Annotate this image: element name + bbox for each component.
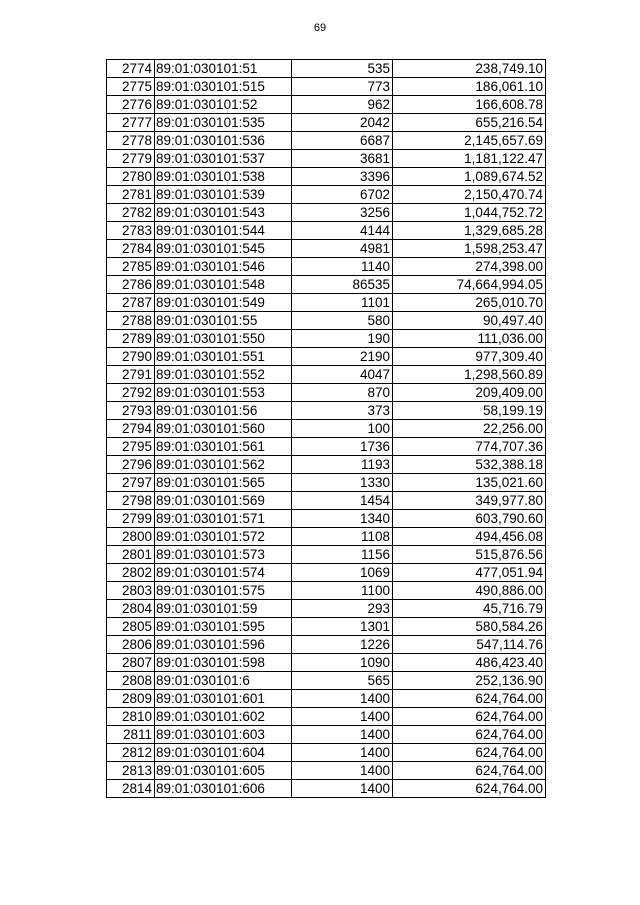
cadastral-number-cell: 89:01:030101:596 [155,636,292,654]
cadastral-number-cell: 89:01:030101:51 [155,60,292,78]
table-row [107,456,546,474]
row-number-cell: 2787 [107,294,155,312]
row-number-cell: 2797 [107,474,155,492]
value-cell: 774,707.36 [393,438,546,456]
cadastral-number-cell: 89:01:030101:572 [155,528,292,546]
value-cell: 265,010.70 [393,294,546,312]
value-cell: 252,136.90 [393,672,546,690]
table-row [107,708,546,726]
table-row [107,528,546,546]
value-cell: 2,145,657.69 [393,132,546,150]
cadastral-number-cell: 89:01:030101:59 [155,600,292,618]
table-row [107,546,546,564]
cadastral-number-cell: 89:01:030101:560 [155,420,292,438]
table-row [107,348,546,366]
value-cell: 624,764.00 [393,690,546,708]
value-cell: 45,716.79 [393,600,546,618]
row-number-cell: 2788 [107,312,155,330]
value-cell: 1,044,752.72 [393,204,546,222]
value-cell: 486,423.40 [393,654,546,672]
value-cell: 547,114.76 [393,636,546,654]
row-number-cell: 2779 [107,150,155,168]
table-row [107,258,546,276]
cadastral-number-cell: 89:01:030101:52 [155,96,292,114]
cadastral-number-cell: 89:01:030101:561 [155,438,292,456]
value-cell: 515,876.56 [393,546,546,564]
cadastral-number-cell: 89:01:030101:539 [155,186,292,204]
area-cell: 1100 [292,582,393,600]
area-cell: 535 [292,60,393,78]
value-cell: 624,764.00 [393,726,546,744]
value-cell: 977,309.40 [393,348,546,366]
table-row [107,384,546,402]
cadastral-number-cell: 89:01:030101:56 [155,402,292,420]
cadastral-number-cell: 89:01:030101:604 [155,744,292,762]
area-cell: 565 [292,672,393,690]
cadastral-number-cell: 89:01:030101:598 [155,654,292,672]
row-number-cell: 2784 [107,240,155,258]
cadastral-number-cell: 89:01:030101:550 [155,330,292,348]
value-cell: 624,764.00 [393,708,546,726]
value-cell: 494,456.08 [393,528,546,546]
area-cell: 2042 [292,114,393,132]
value-cell: 90,497.40 [393,312,546,330]
table-row [107,312,546,330]
row-number-cell: 2809 [107,690,155,708]
area-cell: 1340 [292,510,393,528]
area-cell: 1069 [292,564,393,582]
row-number-cell: 2804 [107,600,155,618]
cadastral-number-cell: 89:01:030101:543 [155,204,292,222]
area-cell: 100 [292,420,393,438]
row-number-cell: 2778 [107,132,155,150]
cadastral-number-cell: 89:01:030101:605 [155,762,292,780]
row-number-cell: 2808 [107,672,155,690]
value-cell: 655,216.54 [393,114,546,132]
value-cell: 1,329,685.28 [393,222,546,240]
area-cell: 4047 [292,366,393,384]
area-cell: 373 [292,402,393,420]
row-number-cell: 2789 [107,330,155,348]
cadastral-number-cell: 89:01:030101:606 [155,780,292,798]
cadastral-number-cell: 89:01:030101:545 [155,240,292,258]
table-row [107,186,546,204]
table-row [107,618,546,636]
value-cell: 624,764.00 [393,762,546,780]
table-row [107,204,546,222]
cadastral-number-cell: 89:01:030101:548 [155,276,292,294]
cadastral-number-cell: 89:01:030101:6 [155,672,292,690]
table-row [107,60,546,78]
table-row [107,150,546,168]
table-row [107,402,546,420]
cadastral-number-cell: 89:01:030101:603 [155,726,292,744]
value-cell: 532,388.18 [393,456,546,474]
area-cell: 6687 [292,132,393,150]
area-cell: 86535 [292,276,393,294]
cadastral-number-cell: 89:01:030101:601 [155,690,292,708]
area-cell: 870 [292,384,393,402]
table-body [107,60,546,798]
area-cell: 1400 [292,762,393,780]
row-number-cell: 2814 [107,780,155,798]
value-cell: 58,199.19 [393,402,546,420]
row-number-cell: 2775 [107,78,155,96]
value-cell: 166,608.78 [393,96,546,114]
area-cell: 1400 [292,744,393,762]
area-cell: 4981 [292,240,393,258]
value-cell: 624,764.00 [393,744,546,762]
table-row [107,690,546,708]
value-cell: 274,398.00 [393,258,546,276]
row-number-cell: 2794 [107,420,155,438]
cadastral-number-cell: 89:01:030101:553 [155,384,292,402]
table-row [107,636,546,654]
area-cell: 4144 [292,222,393,240]
value-cell: 2,150,470.74 [393,186,546,204]
area-cell: 1400 [292,726,393,744]
value-cell: 603,790.60 [393,510,546,528]
cadastral-number-cell: 89:01:030101:546 [155,258,292,276]
value-cell: 111,036.00 [393,330,546,348]
value-cell: 1,298,560.89 [393,366,546,384]
table-row [107,366,546,384]
row-number-cell: 2807 [107,654,155,672]
area-cell: 293 [292,600,393,618]
area-cell: 1400 [292,690,393,708]
cadastral-number-cell: 89:01:030101:569 [155,492,292,510]
cadastral-number-cell: 89:01:030101:551 [155,348,292,366]
value-cell: 186,061.10 [393,78,546,96]
row-number-cell: 2805 [107,618,155,636]
row-number-cell: 2791 [107,366,155,384]
data-table [106,59,546,798]
table-row [107,78,546,96]
row-number-cell: 2774 [107,60,155,78]
table-row [107,96,546,114]
row-number-cell: 2810 [107,708,155,726]
area-cell: 1101 [292,294,393,312]
row-number-cell: 2795 [107,438,155,456]
area-cell: 1330 [292,474,393,492]
area-cell: 2190 [292,348,393,366]
area-cell: 1736 [292,438,393,456]
cadastral-number-cell: 89:01:030101:573 [155,546,292,564]
row-number-cell: 2801 [107,546,155,564]
value-cell: 1,181,122.47 [393,150,546,168]
table-row [107,132,546,150]
cadastral-number-cell: 89:01:030101:544 [155,222,292,240]
value-cell: 238,749.10 [393,60,546,78]
row-number-cell: 2800 [107,528,155,546]
table-row [107,420,546,438]
cadastral-number-cell: 89:01:030101:538 [155,168,292,186]
table-row [107,168,546,186]
value-cell: 624,764.00 [393,780,546,798]
row-number-cell: 2776 [107,96,155,114]
area-cell: 1090 [292,654,393,672]
table-row [107,600,546,618]
cadastral-number-cell: 89:01:030101:549 [155,294,292,312]
row-number-cell: 2806 [107,636,155,654]
row-number-cell: 2798 [107,492,155,510]
table-row [107,762,546,780]
value-cell: 1,089,674.52 [393,168,546,186]
value-cell: 74,664,994.05 [393,276,546,294]
cadastral-number-cell: 89:01:030101:575 [155,582,292,600]
row-number-cell: 2802 [107,564,155,582]
row-number-cell: 2813 [107,762,155,780]
value-cell: 580,584.26 [393,618,546,636]
cadastral-number-cell: 89:01:030101:55 [155,312,292,330]
area-cell: 1454 [292,492,393,510]
table-row [107,276,546,294]
area-cell: 1400 [292,780,393,798]
area-cell: 1140 [292,258,393,276]
value-cell: 477,051.94 [393,564,546,582]
cadastral-number-cell: 89:01:030101:537 [155,150,292,168]
table-row [107,438,546,456]
area-cell: 3256 [292,204,393,222]
area-cell: 1156 [292,546,393,564]
row-number-cell: 2792 [107,384,155,402]
area-cell: 962 [292,96,393,114]
table-row [107,222,546,240]
row-number-cell: 2812 [107,744,155,762]
table-row [107,654,546,672]
row-number-cell: 2786 [107,276,155,294]
cadastral-number-cell: 89:01:030101:562 [155,456,292,474]
cadastral-number-cell: 89:01:030101:536 [155,132,292,150]
row-number-cell: 2796 [107,456,155,474]
table-row [107,726,546,744]
cadastral-number-cell: 89:01:030101:595 [155,618,292,636]
table-row [107,474,546,492]
row-number-cell: 2780 [107,168,155,186]
row-number-cell: 2799 [107,510,155,528]
value-cell: 349,977.80 [393,492,546,510]
area-cell: 580 [292,312,393,330]
table-row [107,744,546,762]
row-number-cell: 2781 [107,186,155,204]
cadastral-number-cell: 89:01:030101:574 [155,564,292,582]
area-cell: 1400 [292,708,393,726]
table-row [107,240,546,258]
table-row [107,114,546,132]
table-row [107,780,546,798]
cadastral-number-cell: 89:01:030101:571 [155,510,292,528]
area-cell: 773 [292,78,393,96]
area-cell: 1108 [292,528,393,546]
row-number-cell: 2793 [107,402,155,420]
cadastral-number-cell: 89:01:030101:535 [155,114,292,132]
row-number-cell: 2782 [107,204,155,222]
area-cell: 1301 [292,618,393,636]
cadastral-number-cell: 89:01:030101:515 [155,78,292,96]
area-cell: 3681 [292,150,393,168]
value-cell: 490,886.00 [393,582,546,600]
value-cell: 209,409.00 [393,384,546,402]
cadastral-number-cell: 89:01:030101:565 [155,474,292,492]
table-row [107,330,546,348]
row-number-cell: 2783 [107,222,155,240]
row-number-cell: 2811 [107,726,155,744]
area-cell: 3396 [292,168,393,186]
table-row [107,294,546,312]
page-number: 69 [313,22,327,34]
row-number-cell: 2803 [107,582,155,600]
row-number-cell: 2777 [107,114,155,132]
cadastral-number-cell: 89:01:030101:552 [155,366,292,384]
area-cell: 190 [292,330,393,348]
value-cell: 135,021.60 [393,474,546,492]
area-cell: 1193 [292,456,393,474]
cadastral-number-cell: 89:01:030101:602 [155,708,292,726]
area-cell: 1226 [292,636,393,654]
table-row [107,492,546,510]
row-number-cell: 2785 [107,258,155,276]
table-row [107,672,546,690]
value-cell: 22,256.00 [393,420,546,438]
value-cell: 1,598,253.47 [393,240,546,258]
table-row [107,510,546,528]
table-row [107,582,546,600]
area-cell: 6702 [292,186,393,204]
row-number-cell: 2790 [107,348,155,366]
table-row [107,564,546,582]
